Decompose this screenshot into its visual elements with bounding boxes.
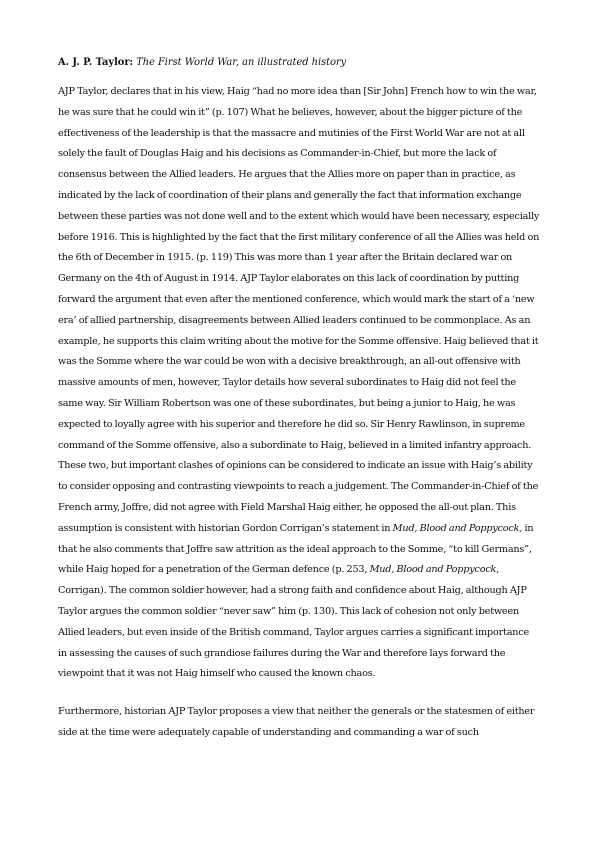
paragraph-gap — [58, 685, 540, 702]
paragraph-2-text: Furthermore, historian AJP Taylor proposes a view that neither the generals or the statesmen of either side at the time were adequately capable of understanding and commanding a war of such — [58, 706, 535, 738]
heading-author: A. J. P. Taylor: — [58, 57, 134, 68]
paragraph-1-text-b: in that he also comments that Joffre saw attrition as the ideal approach to the Somme, “to kill Germans”, while Haig hoped for a penetration of the German defence (p. 253, — [58, 522, 534, 576]
section-heading — [58, 56, 540, 70]
paragraph-1-book-title-b: Mud, Blood and Poppycock — [369, 564, 497, 576]
heading-book-title: The First World War, an illustrated history — [136, 57, 347, 68]
paragraph-1-book-title-a: Mud, Blood and Poppycock, — [392, 522, 523, 534]
document-body — [58, 56, 540, 744]
paragraph-1-text-a: AJP Taylor, declares that in his view, Haig “had no more idea than [Sir John] French how to win the war, he was sure that he could win it” (p. 107) What he believes, however, about the bigger picture of the effectiveness of the leadership is that the massacre and mutinies of the First World War are not at all solely the fault of Douglas Haig and his decisions as Commander-in-Chief, but more the lack of consensus between the Allied leaders. He argues that the Allies more on paper than in practice, as indicated by the lack of coordination of their plans and generally the fact that information exchange between these parties was not done well and to the extent which would have been necessary, especially before 1916. This is highlighted by the fact that the first military conference of all the Allies was held on the 6th of December in 1915. (p. 119) This was more than 1 year after the Britain declared war on Germany on the 4th of August in 1914. AJP Taylor elaborates on this lack of coordination by putting forward the argument that even after the mentioned conference, which would mark the start of a ‘new era’ of allied partnership, disagreements between Allied leaders continued to be commonplace. As an example, he supports this claim writing about the motive for the Somme offensive. Haig believed that it was the Somme where the war could be won with a decisive breakthrough, an all-out offensive with massive amounts of men, however, Taylor details how several subordinates to Haig did not feel the same way. Sir William Robertson was one of these subordinates, but being a junior to Haig, he was expected to loyally agree with his superior and therefore he did so. Sir Henry Rawlinson, in supreme command of the Somme offensive, also a subordinate to Haig, believed in a limited infantry approach. These two, but important clashes of opinions can be considered to indicate an issue with Haig’s ability to consider opposing and contrasting viewpoints to reach a judgement. The Commander-in-Chief of the French army, Joffre, did not agree with Field Marshal Haig either, he opposed the all-out plan. This assumption is consistent with historian Gordon Corrigan’s statement in — [58, 86, 540, 534]
paragraph-2 — [58, 702, 540, 744]
paragraph-1 — [58, 82, 540, 685]
paragraph-1-text-c: , Corrigan). The common soldier however, had a strong faith and confidence about Haig, although AJP Taylor argues the common soldier “never saw” him (p. 130). This lack of cohesion not only between Allied leaders, but even inside of the British command, Taylor argues carries a significant importance in assessing the causes of such grandiose failures during the War and therefore lays forward the viewpoint that it was not Haig himself who caused the known chaos. — [58, 564, 529, 680]
